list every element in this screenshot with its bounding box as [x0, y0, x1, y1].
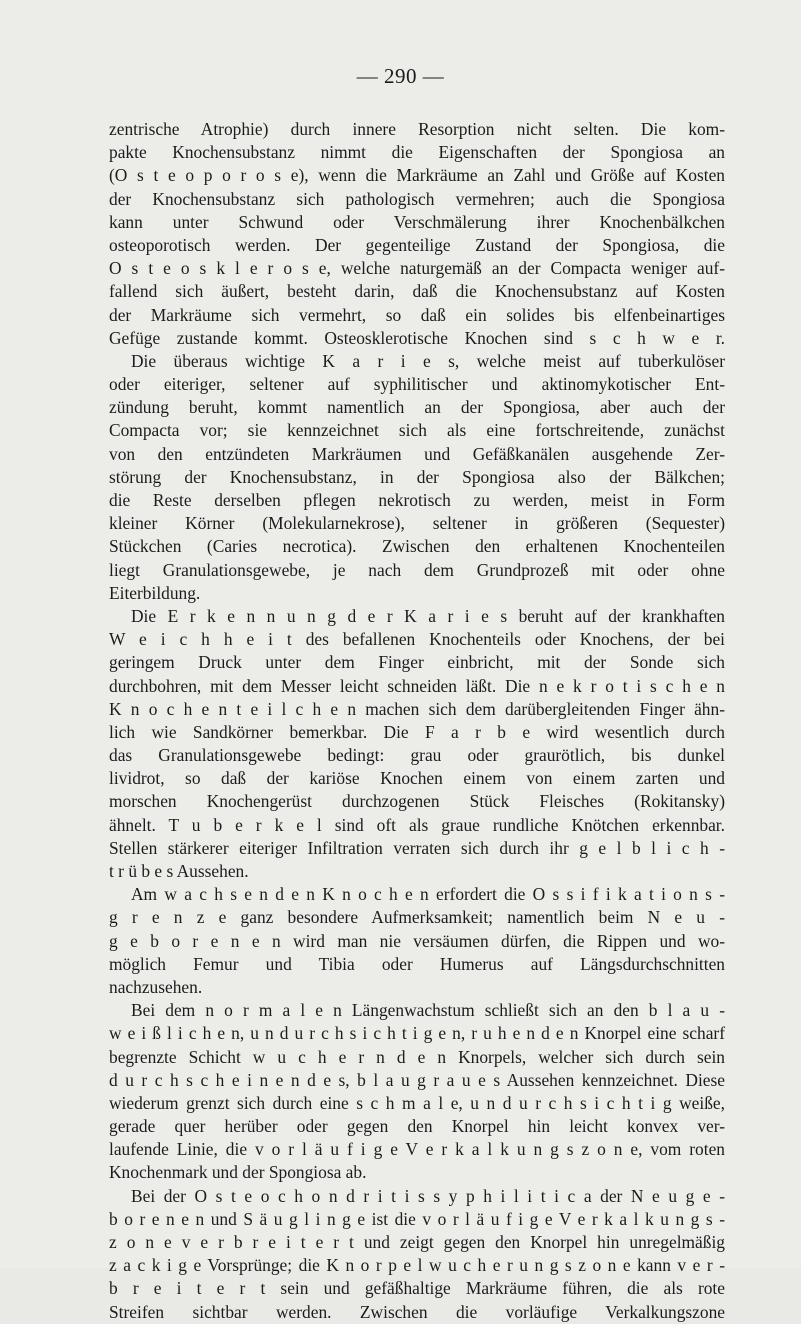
text-line: Eiterbildung.: [109, 582, 201, 603]
text-line: oder eiteriger, seltener auf syphilitischer und aktinomykotischer Ent-: [109, 374, 725, 395]
text-line: begrenzte Schicht w u c h e r n d e n Knorpels, welcher sich durch sein: [109, 1046, 725, 1067]
text-line: W e i c h h e i t des befallenen Knochenteils oder Knochens, der bei: [109, 629, 725, 650]
text-line: K n o c h e n t e i l c h e n machen sich dem darübergleitenden Finger ähn-: [109, 698, 725, 719]
text-line: Stückchen (Caries necrotica). Zwischen den erhaltenen Knochenteilen: [109, 536, 725, 557]
text-line: Am w a c h s e n d e n K n o c h e n erfordert die O s s i f i k a t i o n s -: [131, 884, 725, 905]
text-line: Knochenmark und der Spongiosa ab.: [109, 1162, 367, 1183]
text-line: fallend sich äußert, besteht darin, daß die Knochensubstanz auf Kosten: [109, 281, 725, 302]
text-line: Gefüge zustande kommt. Osteosklerotische Knochen sind s c h w e r.: [109, 327, 725, 348]
text-line: störung der Knochensubstanz, in der Spongiosa also der Bälkchen;: [109, 466, 725, 487]
text-line: geringem Druck unter dem Finger einbricht, mit der Sonde sich: [109, 652, 725, 673]
text-line: durchbohren, mit dem Messer leicht schneiden läßt. Die n e k r o t i s c h e n: [109, 675, 725, 696]
text-line: w e i ß l i c h e n, u n d u r c h s i c h t i g e n, r u h e n d e n Knorpel eine scharf: [109, 1023, 725, 1044]
text-line: b r e i t e r t sein und gefäßhaltige Markräume führen, die als rote: [109, 1278, 725, 1299]
text-line: z a c k i g e Vorsprünge; die K n o r p e l w u c h e r u n g s z o n e kann v e r -: [109, 1255, 725, 1276]
text-line: das Granulationsgewebe bedingt: grau oder graurötlich, bis dunkel: [109, 745, 725, 766]
text-line: lich wie Sandkörner bemerkbar. Die F a r b e wird wesentlich durch: [109, 721, 725, 742]
text-line: zentrische Atrophie) durch innere Resorption nicht selten. Die kom-: [109, 119, 725, 139]
page-number: — 290 —: [356, 64, 445, 88]
text-line: laufende Linie, die v o r l ä u f i g e V e r k a l k u n g s z o n e, vom roten: [109, 1139, 725, 1160]
text-line: Bei dem n o r m a l e n Längenwachstum schließt sich an den b l a u -: [131, 1000, 725, 1021]
text-line: der Knochensubstanz sich pathologisch vermehren; auch die Spongiosa: [109, 188, 725, 209]
text-line: der Markräume sich vermehrt, so daß ein solides bis elfenbeinartiges: [109, 304, 725, 325]
text-line: Die E r k e n n u n g d e r K a r i e s beruht auf der krankhaften: [131, 605, 725, 626]
text-line: b o r e n e n und S ä u g l i n g e ist die v o r l ä u f i g e V e r k a l k u n g s -: [109, 1208, 725, 1229]
text-line: wiederum grenzt sich durch eine s c h m a l e, u n d u r c h s i c h t i g weiße,: [109, 1092, 725, 1113]
text-line: Bei der O s t e o c h o n d r i t i s s y p h i l i t i c a der N e u g e -: [131, 1185, 725, 1206]
text-line: O s t e o s k l e r o s e, welche naturgemäß an der Compacta weniger auf-: [109, 258, 725, 279]
text-line: Stellen stärkerer eiteriger Infiltration verraten sich durch ihr g e l b l i c h -: [109, 837, 725, 858]
text-line: osteoporotisch werden. Der gegenteilige Zustand der Spongiosa, die: [109, 234, 725, 255]
text-line: die Reste derselben pflegen nekrotisch zu werden, meist in Form: [109, 490, 725, 510]
text-line: Die überaus wichtige K a r i e s, welche meist auf tuberkulöser: [131, 350, 725, 371]
text-line: liegt Granulationsgewebe, je nach dem Grundprozeß mit oder ohne: [109, 559, 725, 580]
text-line: d u r c h s c h e i n e n d e s, b l a u g r a u e s Aussehen kennzeichnet. Diese: [109, 1069, 725, 1090]
text-line: gerade quer herüber oder gegen den Knorpel hin leicht konvex ver-: [109, 1116, 725, 1137]
text-line: zündung beruht, kommt namentlich an der Spongiosa, aber auch der: [109, 397, 725, 418]
text-line: Streifen sichtbar werden. Zwischen die vorläufige Verkalkungszone: [109, 1301, 725, 1322]
text-line: ähnelt. T u b e r k e l sind oft als graue rundliche Knötchen erkennbar.: [109, 814, 725, 835]
text-line: z o n e v e r b r e i t e r t und zeigt gegen den Knorpel hin unregelmäßig: [109, 1232, 725, 1252]
text-line: g r e n z e ganz besondere Aufmerksamkeit; namentlich beim N e u -: [109, 907, 725, 928]
text-line: Compacta vor; sie kennzeichnet sich als eine fortschreitende, zunächst: [109, 420, 725, 441]
text-line: g e b o r e n e n wird man nie versäumen dürfen, die Rippen und wo-: [109, 930, 725, 951]
text-line: lividrot, so daß der kariöse Knochen einem von einem zarten und: [109, 768, 725, 789]
text-line: kann unter Schwund oder Verschmälerung ihrer Knochenbälkchen: [109, 211, 725, 232]
text-line: pakte Knochensubstanz nimmt die Eigenschaften der Spongiosa an: [109, 142, 725, 163]
text-line: kleiner Körner (Molekularnekrose), seltener in größeren (Sequester): [109, 513, 725, 534]
text-line: (O s t e o p o r o s e), wenn die Markräume an Zahl und Größe auf Kosten: [109, 165, 725, 186]
text-line: von den entzündeten Markräumen und Gefäßkanälen ausgehende Zer-: [109, 443, 725, 464]
text-line: morschen Knochengerüst durchzogenen Stück Fleisches (Rokitansky): [109, 791, 725, 812]
body-text: [109, 118, 725, 1324]
text-line: nachzusehen.: [109, 976, 203, 997]
text-line: möglich Femur und Tibia oder Humerus auf Längsdurchschnitten: [109, 953, 725, 974]
text-line: t r ü b e s Aussehen.: [109, 861, 249, 881]
